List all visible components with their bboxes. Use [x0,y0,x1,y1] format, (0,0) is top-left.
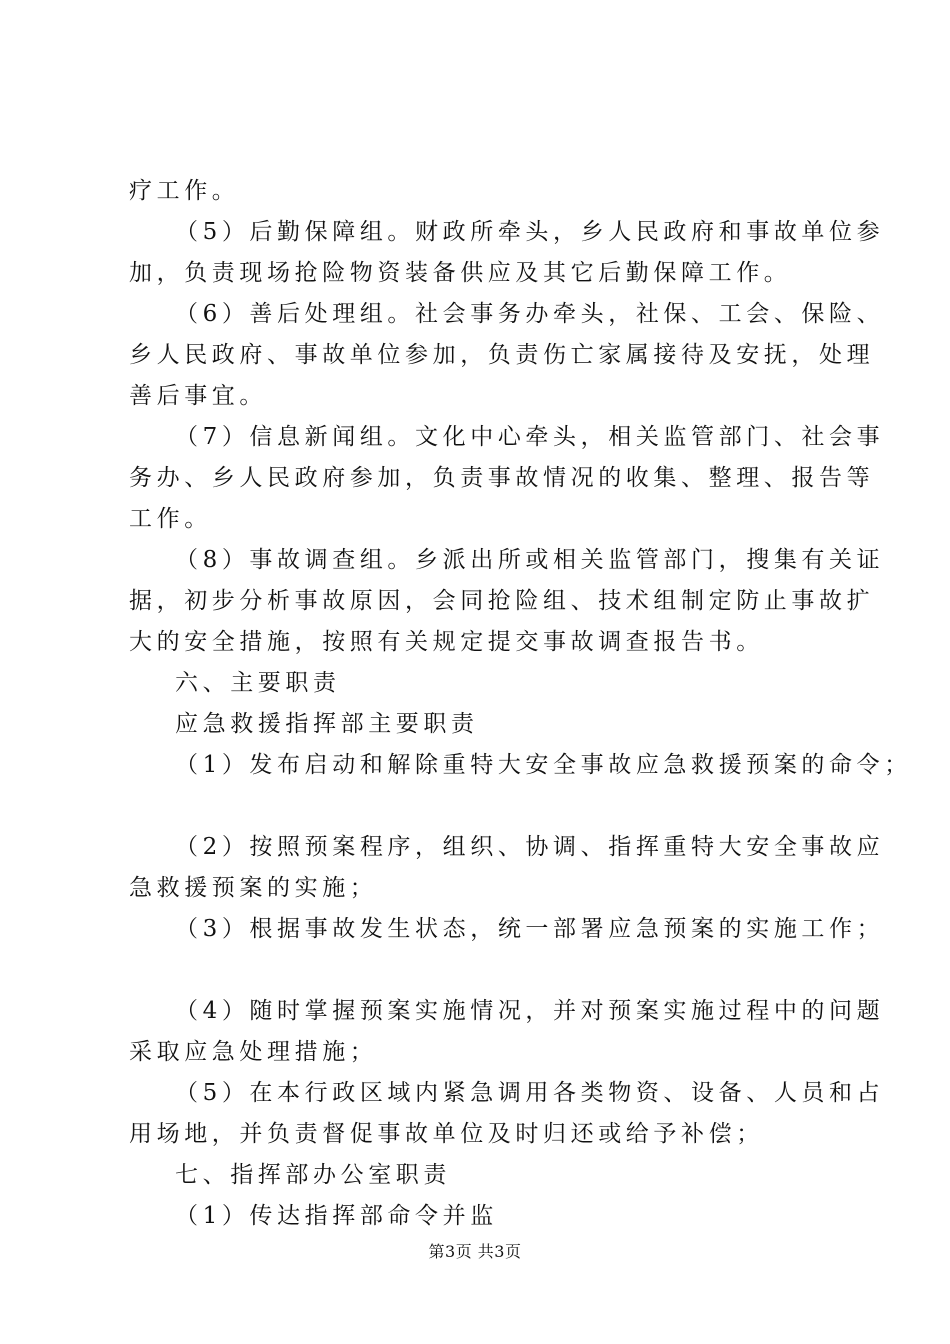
text-line-11: 据，初步分析事故原因，会同抢险组、技术组制定防止事故扩 [129,588,875,614]
subsection-heading: 应急救援指挥部主要职责 [175,711,479,737]
text-line-18: 急救援预案的实施； [129,875,378,901]
text-line-21: （4）随时掌握预案实施情况，并对预案实施过程中的问题 [175,998,885,1024]
text-line-24: 用场地，并负责督促事故单位及时归还或给予补偿； [129,1121,764,1147]
text-line-10: （8）事故调查组。乡派出所或相关监管部门，搜集有关证 [175,547,885,573]
text-line-3: 加，负责现场抢险物资装备供应及其它后勤保障工作。 [129,260,792,286]
text-line-22: 采取应急处理措施； [129,1039,378,1065]
text-line-5: 乡人民政府、事故单位参加，负责伤亡家属接待及安抚，处理 [129,342,875,368]
text-line-26: （1）传达指挥部命令并监 [175,1203,498,1229]
blank-line [129,950,849,991]
document-body [129,171,912,1237]
text-line-2: （5）后勤保障组。财政所牵头，乡人民政府和事故单位参 [175,219,885,245]
text-line-17: （2）按照预案程序，组织、协调、指挥重特大安全事故应 [175,834,885,860]
section-heading-7: 七、指挥部办公室职责 [175,1162,451,1188]
blank-line [129,786,849,827]
text-line-9: 工作。 [129,506,212,532]
text-line-8: 务办、乡人民政府参加，负责事故情况的收集、整理、报告等 [129,465,875,491]
text-line-4: （6）善后处理组。社会事务办牵头，社保、工会、保险、 [175,301,885,327]
text-line-7: （7）信息新闻组。文化中心牵头，相关监管部门、社会事 [175,424,885,450]
text-line-1: 疗工作。 [129,178,240,204]
text-line-6: 善后事宜。 [129,383,267,409]
text-line-19: （3）根据事故发生状态，统一部署应急预案的实施工作； [175,916,885,942]
section-heading-6: 六、主要职责 [175,670,341,696]
text-line-12: 大的安全措施，按照有关规定提交事故调查报告书。 [129,629,764,655]
page-number-footer: 第3页 共3页 [428,1242,522,1261]
text-line-23: （5）在本行政区域内紧急调用各类物资、设备、人员和占 [175,1080,885,1106]
text-line-15: （1）发布启动和解除重特大安全事故应急救援预案的命令； [175,752,912,778]
